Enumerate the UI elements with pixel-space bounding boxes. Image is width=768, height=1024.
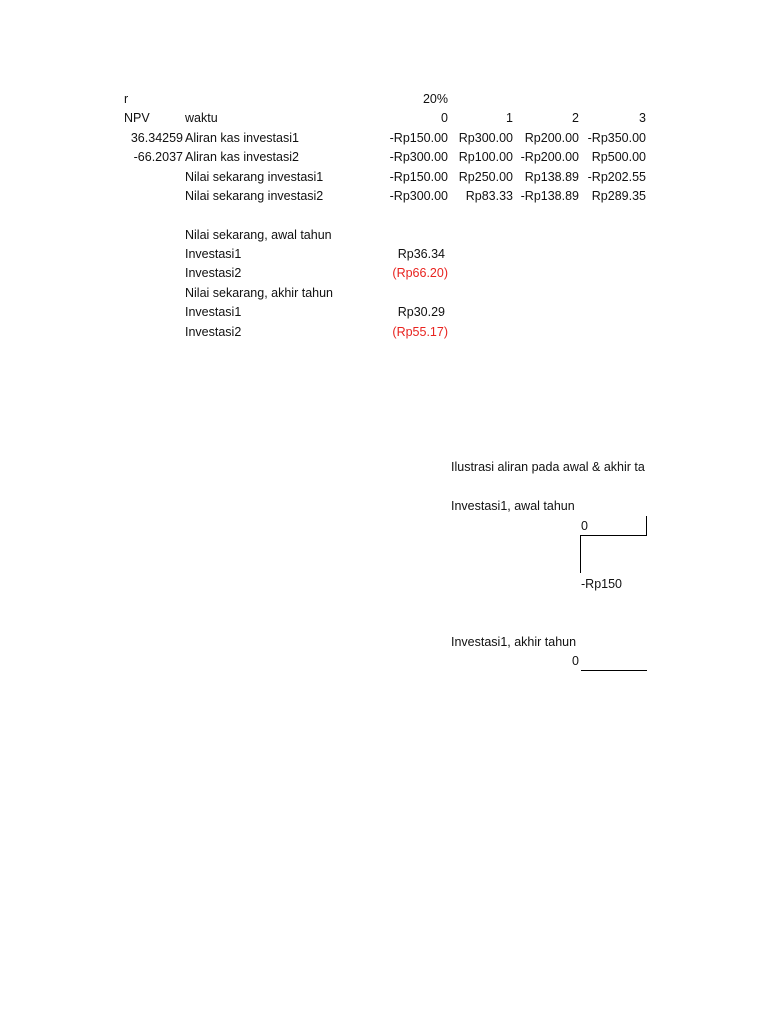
row-label: Nilai sekarang investasi1 [185, 170, 324, 184]
cell-value: Rp200.00 [524, 131, 579, 145]
awal-inv1-value: Rp36.34 [397, 247, 445, 261]
cell-value: -Rp202.55 [587, 170, 646, 184]
awal-diagram-label: Investasi1, awal tahun [451, 499, 575, 513]
rate-label: r [124, 92, 129, 106]
npv-value: 36.34259 [130, 131, 183, 145]
cell-value: Rp250.00 [458, 170, 513, 184]
cell-value: -Rp350.00 [587, 131, 646, 145]
cell-value: -Rp300.00 [389, 150, 448, 164]
cell-value: -Rp150.00 [389, 170, 448, 184]
awal-axis-zero: 0 [581, 519, 588, 533]
period-0: 0 [441, 111, 448, 125]
cell-value: -Rp200.00 [520, 150, 579, 164]
npv-value: -66.2037 [133, 150, 183, 164]
akhir-inv1-label: Investasi1 [185, 305, 242, 319]
akhir-heading: Nilai sekarang, akhir tahun [185, 286, 333, 300]
npv-header: NPV [124, 111, 150, 125]
akhir-inv2-value: (Rp55.17) [392, 325, 448, 339]
row-label: Aliran kas investasi2 [185, 150, 299, 164]
awal-flow-label: -Rp150 [581, 577, 622, 591]
awal-axis-line [581, 535, 647, 536]
rate-value: 20% [422, 92, 448, 106]
akhir-inv2-label: Investasi2 [185, 325, 242, 339]
cell-value: -Rp138.89 [520, 189, 579, 203]
awal-inv1-label: Investasi1 [185, 247, 242, 261]
cell-value: -Rp150.00 [389, 131, 448, 145]
akhir-inv1-value: Rp30.29 [397, 305, 445, 319]
period-2: 2 [572, 111, 579, 125]
illustration-title: Ilustrasi aliran pada awal & akhir ta [451, 460, 645, 474]
akhir-diagram-label: Investasi1, akhir tahun [451, 635, 577, 649]
time-header: waktu [185, 111, 218, 125]
cell-value: Rp289.35 [591, 189, 646, 203]
period-3: 3 [639, 111, 646, 125]
cell-value: Rp138.89 [524, 170, 579, 184]
cell-value: Rp500.00 [591, 150, 646, 164]
cell-value: Rp300.00 [458, 131, 513, 145]
cell-value: -Rp300.00 [389, 189, 448, 203]
period-1: 1 [506, 111, 513, 125]
akhir-axis-zero: 0 [572, 654, 579, 668]
akhir-axis-line [581, 670, 647, 671]
cell-value: Rp100.00 [458, 150, 513, 164]
awal-inv2-value: (Rp66.20) [392, 266, 448, 280]
row-label: Aliran kas investasi1 [185, 131, 299, 145]
awal-flow-arrow [580, 535, 581, 573]
awal-inv2-label: Investasi2 [185, 266, 242, 280]
cell-value: Rp83.33 [465, 189, 513, 203]
row-label: Nilai sekarang investasi2 [185, 189, 324, 203]
awal-heading: Nilai sekarang, awal tahun [185, 228, 332, 242]
awal-axis-tick [646, 516, 647, 536]
